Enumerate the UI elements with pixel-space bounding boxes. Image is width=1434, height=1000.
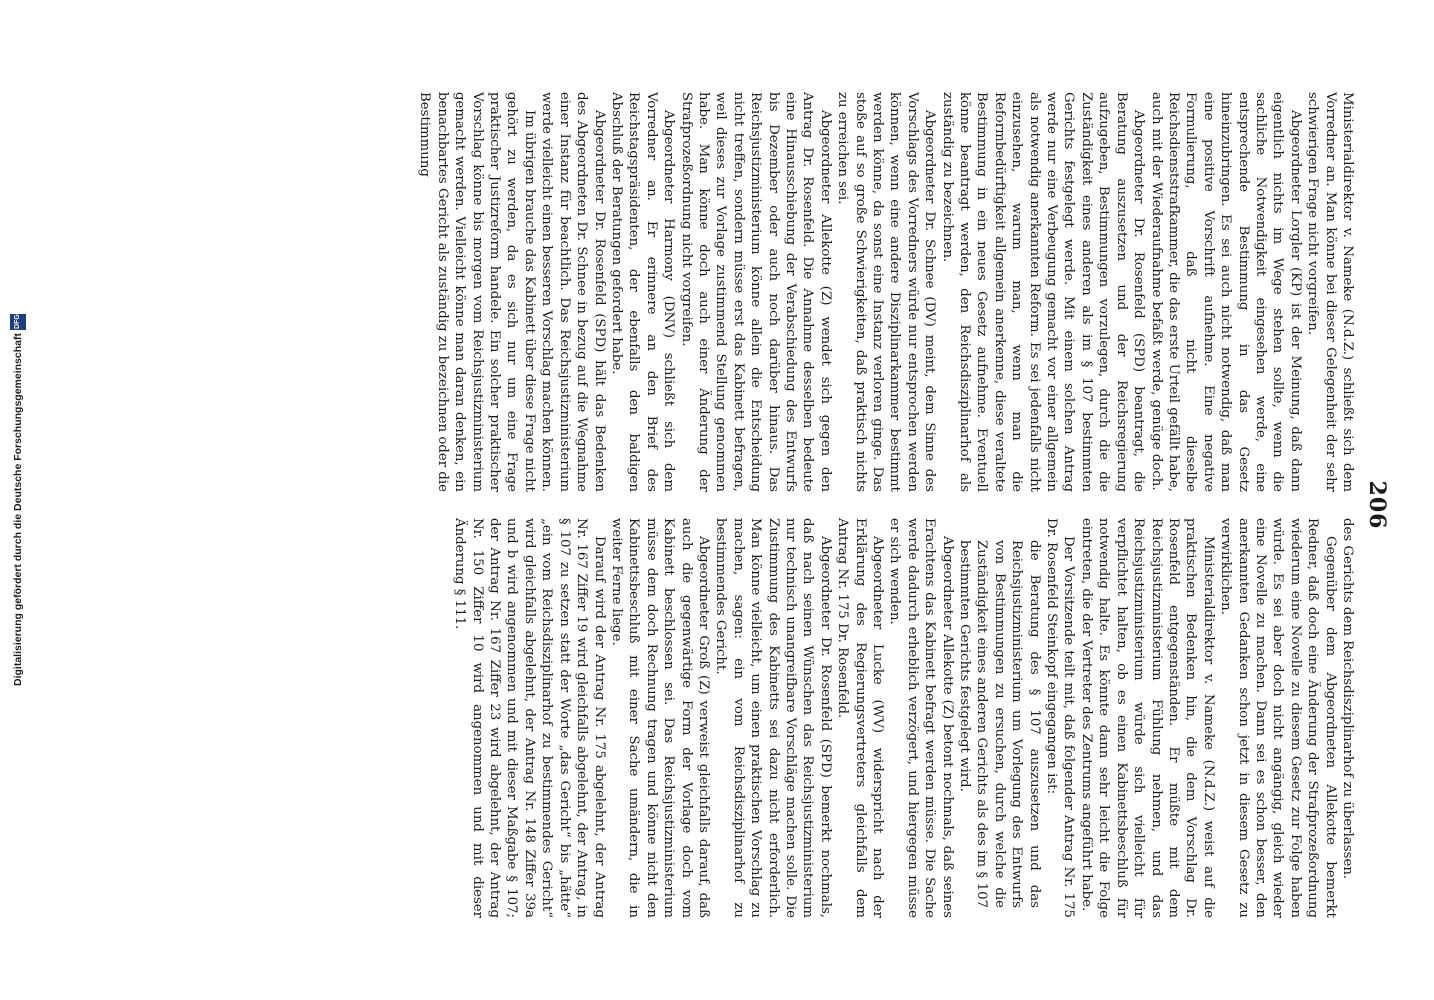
paragraph: Gegenüber dem Abgeordneten Allekotte bemerkt Redner, daß doch eine Änderung der Strafprozeßordnung wiederum eine Novelle zu diesem Gesetz zur Folge haben würde. Es sei aber doch nicht angängig, gleich wieder eine Novelle zu machen. Dann sei es schon besser, den anerkannten Gedanken schon jetzt in diesem Gesetz zu verwirklichen. (1218, 518, 1338, 918)
paragraph: Abgeordneter Dr. Schnee (DV) meint, dem Sinne des Vorschlags des Vorredners würde nur entsprochen werden können, wenn eine andere Disziplinarkammer bestimmt werden könne, da sonst eine Instanz verloren ginge. Das stoße auf so große Schwierigkeiten, daß praktisch nichts zu erreichen sei. (835, 92, 938, 492)
paragraph: Abgeordneter Dr. Rosenfeld (SPD) beantragt, die Beratung auszusetzen und der Reichsregierung aufzugeben, Bestimmungen vorzulegen, durch die die Zuständigkeit eines anderen als im § 107 bestimmten Gerichts festgelegt werde. Mit einem solchen Antrag werde nur eine Verbeugung gemacht vor einer allgemein als notwendig anerkannten Reform. Es sei jedenfalls nicht einzusehen, warum man, wenn man die Reformbedürftigkeit allgemein anerkenne, diese veraltete Bestimmung in ein neues Gesetz aufnehme. Eventuell könne beantragt werden, den Reichsdisziplinarhof als zuständig zu bezeichnen. (939, 92, 1147, 492)
right-text-column (416, 518, 1356, 918)
paragraph: Ministerialdirektor v. Nameke (N.d.Z.) schließt sich dem Vorredner an. Man könne bei dieser Gelegenheit der sehr schwierigen Frage nicht vorgreifen. (1305, 92, 1355, 492)
paragraph: Abgeordneter Dr. Rosenfeld (SPD) bemerkt nochmals, daß nach seinen Wünschen das Reichsjustizministerium nur technisch unangreifbare Vorschläge machen solle. Die Zustimmung des Kabinetts sei dazu nicht erforderlich. Man könne vielleicht, um einen praktischen Vorschlag zu machen, sagen: ein vom Reichsdisziplinarhof zu bestimmendes Gericht. (713, 518, 833, 918)
paragraph: Der Vorsitzende teilt mit, daß folgender Antrag Nr. 175 Dr. Rosenfeld Steinkopf eingegangen ist: (1044, 518, 1077, 918)
paragraph: Abgeordneter Lorgler (KP) ist der Meinung, daß dann eigentlich nichts im Wege stehen sollte, wenn die sachliche Notwendigkeit eingesehen werde, eine entsprechende Bestimmung in das Gesetz hineinzubringen. Es sei auch nicht notwendig, daß man eine positive Vorschrift aufnehme. Eine negative Formulierung, daß nicht dieselbe Reichsdienststrafkammer, die das erste Urteil gefällt habe, auch mit der Wiederaufnahme befaßt werde, genüge doch. (1148, 92, 1303, 492)
page-number: 206 (1364, 480, 1390, 530)
paragraph: Abgeordneter Harmony (DNV) schließt sich dem Vorredner an. Er erinnere an den Brief des Reichstagspräsidenten, der ebenfalls den baldigen Abschluß der Beratungen gefordert habe. (608, 92, 677, 492)
paragraph: Darauf wird der Antrag Nr. 175 abgelehnt, der Antrag Nr. 167 Ziffer 19 wird gleichfalls abgelehnt, der Antrag, in § 107 zu setzen statt der Worte „das Gericht“ bis „hätte“ „ein vom Reichsdisziplinarhof zu bestimmendes Gericht“ wird gleichfalls abgelehnt, der Antrag Nr. 148 Ziffer 39a und b wird angenommen und mit dieser Maßgabe § 107; der Antrag Nr. 167 Ziffer 23 wird abgelehnt, der Antrag Nr. 150 Ziffer 10 wird angenommen und mit dieser Änderung § 111. (452, 518, 607, 918)
digitization-credit (0, 0, 36, 1000)
paragraph: des Gerichts dem Reichsdisziplinarhof zu überlassen. (1340, 518, 1355, 880)
paragraph: Abgeordneter Dr. Rosenfeld (SPD) hält das Bedenken des Abgeordneten Dr. Schnee in bezug auf die Wegnahme einer Instanz für beachtlich. Das Reichsjustizministerium werde vielleicht einen besseren Vorschlag machen können. (539, 92, 607, 492)
dfg-logo-icon: DFG (10, 314, 26, 330)
paragraph: die Beratung des § 107 auszusetzen und das Reichsjustizministerium um Vorlegung des Entwurfs von Bestimmungen zu ersuchen, durch welche die Zuständigkeit eines anderen Gerichts als des im § 107 bestimmten Gerichts festgelegt wird. (957, 540, 1042, 908)
credit-text: Digitalisierung gefördert durch die Deutsche Forschungsgemeinschaft (12, 333, 24, 687)
paragraph: Abgeordneter Lucke (WV) widerspricht nach der Erklärung des Regierungsvertreters gleichfalls dem Antrag Nr. 175 Dr. Rosenfeld. (835, 518, 886, 918)
text-columns (416, 92, 1356, 918)
paragraph: Ministerialdirektor v. Nameke (N.d.Z.) weist auf die praktischen Bedenken hin, die dem Vorschlag Dr. Rosenfeld entgegenständen. Er müßte mit dem Reichsjustizministerium Fühlung nehmen, und das Reichsjustizministerium würde sich vielleicht für verpflichtet halten, ob es einen Kabinettsbeschluß für notwendig halte. Es könnte dann sehr leicht die Folge eintreten, die der Vertreter des Zentrums angeführt habe. (1078, 518, 1216, 918)
paragraph: Abgeordneter Groß (Z) verweist gleichfalls darauf, daß auch die gegenwärtige Form der Vorlage doch vom Kabinett beschlossen sei. Das Reichsjustizministerium müsse dem doch Rechnung tragen und könne nicht den Kabinettsbeschluß mit einer Sache umändern, die in weiter Ferne liege. (608, 518, 711, 918)
paragraph: Abgeordneter Allekotte (Z) wendet sich gegen den Antrag Dr. Rosenfeld. Die Annahme desselben bedeute eine Hinausschiebung der Verabschiedung des Entwurfs bis Dezember oder auch noch darüber hinaus. Das Reichsjustizministerium könne allein die Entscheidung nicht treffen, sondern müsse erst das Kabinett befragen, weil dieses zur Vorlage zustimmend Stellung genommen habe. Man könne doch auch einer Änderung der Strafprozeßordnung nicht vorgreifen. (678, 92, 833, 492)
paragraph: Abgeordneter Allekotte (Z) betont nochmals, daß seines Erachtens das Kabinett befragt werden müsse. Die Sache werde dadurch erheblich verzögert, und hiergegen müsse er sich wenden. (887, 518, 955, 918)
left-text-column (416, 92, 1356, 492)
paragraph: Im übrigen brauche das Kabinett über diese Frage nicht gehört zu werden, da es sich nur um eine Frage praktischer Justizreform handele. Ein solcher praktischer Vorschlag könne bis morgen vom Reichsjustizministerium gemacht werden. Vielleicht könne man daran denken, ein benachbartes Gericht als zuständig zu bezeichnen oder die Bestimmung (417, 92, 537, 492)
